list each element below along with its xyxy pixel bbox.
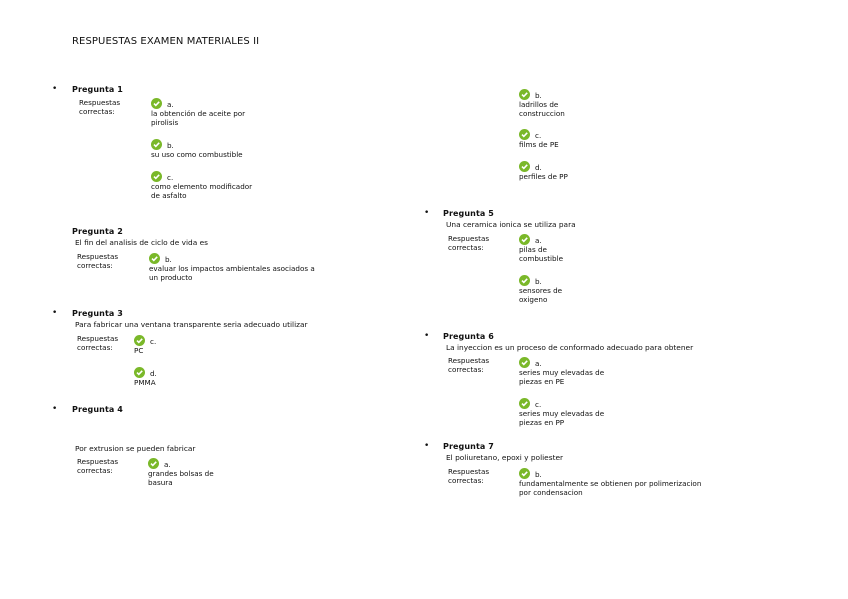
answer-item: b. evaluar los impactos ambientales asociados a un producto	[149, 255, 315, 282]
answer-item: a. grandes bolsas de basura	[148, 460, 214, 487]
question-stem-3: Para fabricar una ventana transparente seria adecuado utilizar	[75, 320, 308, 329]
check-icon	[519, 357, 530, 368]
bullet: •	[424, 331, 430, 341]
responses-label: Respuestas correctas:	[448, 467, 490, 485]
document-title: RESPUESTAS EXAMEN MATERIALES II	[72, 36, 260, 47]
answer-item: d. PMMA	[134, 369, 157, 387]
bullet: •	[52, 404, 58, 414]
check-icon	[519, 129, 530, 140]
check-icon	[519, 275, 530, 286]
question-title-3: Pregunta 3	[72, 309, 123, 318]
bullet: •	[424, 208, 430, 218]
responses-label: Respuestas correctas:	[77, 457, 119, 475]
answer-item: c. series muy elevadas de piezas en PP	[519, 400, 605, 427]
answer-item: c. como elemento modificador de asfalto	[151, 173, 253, 200]
check-icon	[148, 458, 159, 469]
answer-item: b. su uso como combustible	[151, 141, 243, 159]
answer-item: b. ladrillos de construccion	[519, 91, 565, 118]
question-title-2: Pregunta 2	[72, 227, 123, 236]
answer-item: a. pilas de combustible	[519, 236, 564, 263]
check-icon	[519, 89, 530, 100]
check-icon	[134, 367, 145, 378]
question-stem-6: La inyeccion es un proceso de conformado adecuado para obtener	[446, 343, 694, 352]
answer-item: d. perfiles de PP	[519, 163, 568, 181]
check-icon	[151, 171, 162, 182]
responses-label: Respuestas correctas:	[79, 98, 121, 116]
answer-item: b. sensores de oxigeno	[519, 277, 563, 304]
question-stem-7: El poliuretano, epoxi y poliester	[446, 453, 564, 462]
responses-label: Respuestas correctas:	[448, 234, 490, 252]
question-title-1: Pregunta 1	[72, 85, 123, 94]
question-title-5: Pregunta 5	[443, 209, 494, 218]
check-icon	[151, 98, 162, 109]
answer-item: c. films de PE	[519, 131, 559, 149]
responses-label: Respuestas correctas:	[448, 356, 490, 374]
question-stem-2: El fin del analisis de ciclo de vida es	[75, 238, 209, 247]
check-icon	[519, 468, 530, 479]
question-stem-4: Por extrusion se pueden fabricar	[75, 444, 196, 453]
question-title-7: Pregunta 7	[443, 442, 494, 451]
check-icon	[151, 139, 162, 150]
check-icon	[519, 234, 530, 245]
question-title-4: Pregunta 4	[72, 405, 123, 414]
check-icon	[519, 398, 530, 409]
bullet: •	[52, 308, 58, 318]
responses-label: Respuestas correctas:	[77, 334, 119, 352]
answer-item: c. PC	[134, 337, 157, 355]
check-icon	[149, 253, 160, 264]
responses-label: Respuestas correctas:	[77, 252, 119, 270]
question-title-6: Pregunta 6	[443, 332, 494, 341]
answer-item: a. series muy elevadas de piezas en PE	[519, 359, 605, 386]
bullet: •	[424, 441, 430, 451]
answer-item: a. la obtención de aceite por pirolisis	[151, 100, 246, 127]
check-icon	[134, 335, 145, 346]
bullet: •	[52, 84, 58, 94]
question-stem-5: Una ceramica ionica se utiliza para	[446, 220, 576, 229]
check-icon	[519, 161, 530, 172]
answer-item: b. fundamentalmente se obtienen por polimerizacion por condensacion	[519, 470, 702, 497]
